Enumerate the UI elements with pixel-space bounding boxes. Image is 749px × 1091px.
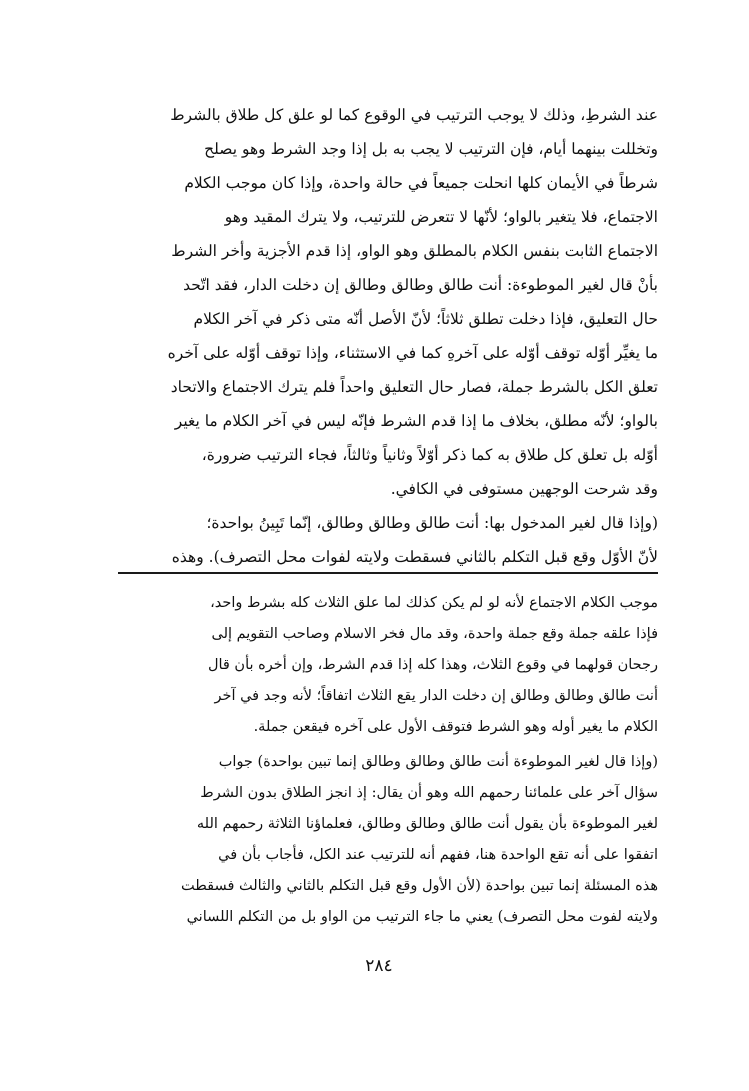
main-text-line: حال التعليق، فإذا دخلت تطلق ثلاثاً؛ لأنّ الأصل أنّه متى ذكر في آخر الكلام <box>193 310 658 328</box>
footnote-divider <box>118 572 658 574</box>
main-text-line: الاجتماع الثابت بنفس الكلام بالمطلق وهو الواو، إذا قدم الأجزية وأخر الشرط <box>171 242 658 260</box>
main-text-line: وتخللت بينهما أيام، فإن الترتيب لا يجب به بل إذا وجد الشرط وهو يصلح <box>204 140 658 158</box>
footnote-line: الكلام ما يغير أوله وهو الشرط فتوقف الأول على آخره فيقعن جملة. <box>253 719 658 735</box>
page-number: ٢٨٤ <box>365 956 393 976</box>
main-text-line: بأنْ قال لغير الموطوءة: أنت طالق وطالق وطالق إن دخلت الدار، فقد اتّحد <box>183 276 658 294</box>
main-text-line: ما يغيِّر أوّله توقف أوّله على آخرهِ كما في الاستثناء، وإذا توقف أوّله على آخره <box>167 344 658 362</box>
main-text-line: (وإذا قال لغير المدخول بها: أنت طالق وطالق وطالق، إنّما تَبِينُ بواحدة؛ <box>206 514 658 532</box>
footnote-line: هذه المسئلة إنما تبين بواحدة (لأن الأول وقع قبل التكلم بالثاني والثالث فسقطت <box>181 878 658 894</box>
footnote-line: (وإذا قال لغير الموطوءة أنت طالق وطالق وطالق إنما تبين بواحدة) جواب <box>218 754 658 770</box>
footnote-line: سؤال آخر على علمائنا رحمهم الله وهو أن يقال: إذ انجز الطلاق بدون الشرط <box>200 785 658 801</box>
footnote-line: فإذا علقه جملة وقع جملة واحدة، وقد مال فخر الاسلام وصاحب التقويم إلى <box>211 626 658 642</box>
main-text-line: بالواو؛ لأنّه مطلق، بخلاف ما إذا قدم الشرط فإنّه ليس في آخر الكلام ما يغير <box>174 412 658 430</box>
main-text <box>100 98 658 574</box>
main-text-line: عند الشرطِ، وذلك لا يوجب الترتيب في الوقوع كما لو علق كل طلاق بالشرط <box>170 106 658 124</box>
main-text-line: شرطاً في الأيمان كلها انحلت جميعاً في حالة واحدة، وإذا كان موجب الكلام <box>184 174 658 192</box>
footnote-line: لغير الموطوءة بأن يقول أنت طالق وطالق وطالق، فعلماؤنا الثلاثة رحمهم الله <box>196 816 658 832</box>
footnote-line: أنت طالق وطالق وطالق إن دخلت الدار يقع الثلاث اتفاقاً؛ لأنه وجد في آخر <box>214 688 658 704</box>
footnote-commentary <box>100 588 658 933</box>
main-text-line: أوّله بل تعلق كل طلاق به كما ذكر أوّلاً وثانياً وثالثاً، فجاء الترتيب ضرورة، <box>201 446 658 464</box>
footnote-line: موجب الكلام الاجتماع لأنه لو لم يكن كذلك لما علق الثلاث كله بشرط واحد، <box>210 595 658 611</box>
book-page <box>100 98 658 998</box>
footnote-line: رجحان قولهما في وقوع الثلاث، وهذا كله إذا قدم الشرط، وإن أخره بأن قال <box>207 657 658 673</box>
main-text-line: لأنّ الأوّل وقع قبل التكلم بالثاني فسقطت ولايته لفوات محل التصرف). وهذه <box>171 548 658 566</box>
footnote-line: ولايته لفوت محل التصرف) يعني ما جاء الترتيب من الواو بل من التكلم اللساني <box>186 909 658 925</box>
footnote-line: اتفقوا على أنه تقع الواحدة هنا، ففهم أنه للترتيب عند الكل، فأجاب بأن في <box>218 847 658 863</box>
main-text-line: الاجتماع، فلا يتغير بالواو؛ لأنّها لا تتعرض للترتيب، ولا يترك المقيد وهو <box>224 208 658 226</box>
main-text-line: تعلق الكل بالشرط جملة، فصار حال التعليق واحداً فلم يترك الاجتماع والاتحاد <box>170 378 658 396</box>
main-text-line: وقد شرحت الوجهين مستوفى في الكافي. <box>390 480 658 498</box>
